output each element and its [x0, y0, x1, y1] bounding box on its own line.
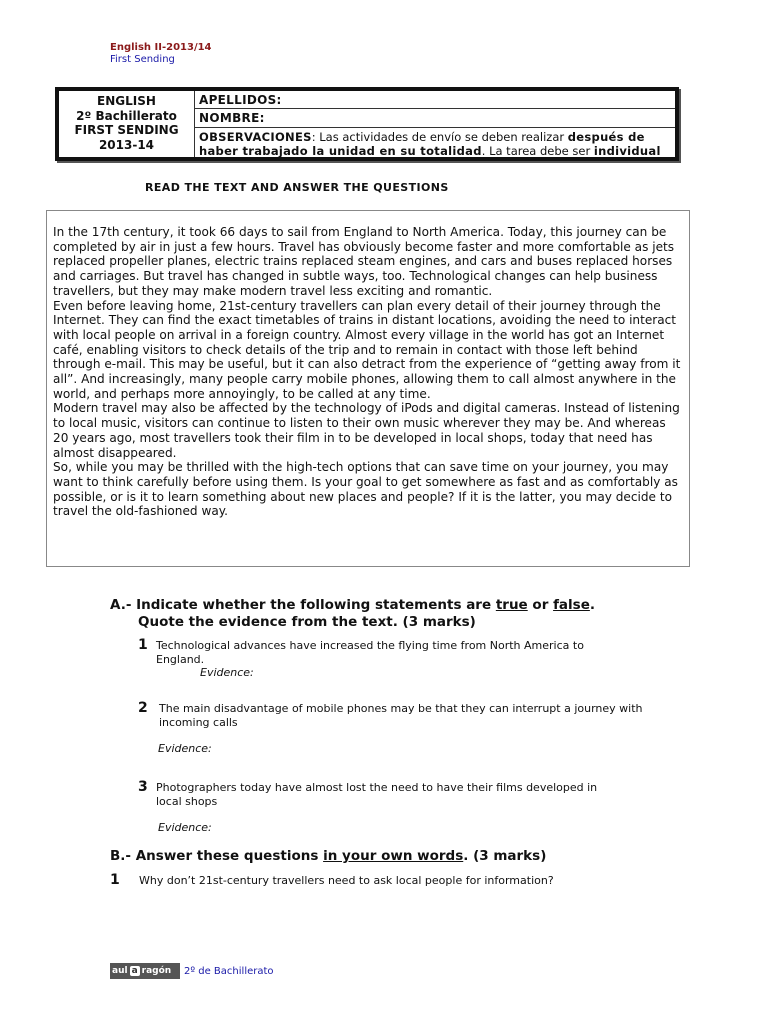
obs-bold: individual	[593, 144, 661, 158]
paragraph: So, while you may be thrilled with the high-tech options that can save time on your journey, you may want to think carefully before using them. Is your goal to get somewhere as fast and as comfortably as possible, or is it to learn something about new places and people? If it is the latter, you may decide to travel the old-fashioned way.	[53, 460, 678, 519]
heading-text: or	[527, 597, 554, 613]
course-header: English II-2013/14	[110, 42, 212, 53]
heading-text: . (3 marks)	[463, 848, 547, 864]
obs-bold: después de haber trabajado la unidad en su totalidad	[199, 130, 645, 158]
apellidos-field[interactable]	[195, 91, 675, 109]
logo-part: a	[131, 966, 138, 976]
heading-text: A.- Indicate whether the following statements are	[110, 597, 496, 613]
student-id-table	[55, 87, 679, 161]
paragraph: Modern travel may also be affected by the technology of iPods and digital cameras. Instead of listening to local music, visitors can continue to listen to their own music wherever they may be. And whereas 20 years ago, most travellers took their film in to be developed in local shops, today that need has almost disappeared.	[53, 401, 680, 460]
question: Why don’t 21st-century travellers need to ask local people for information?	[139, 874, 554, 887]
observaciones	[195, 128, 675, 158]
item-number: 2	[138, 700, 148, 716]
true-word: true	[495, 597, 528, 613]
course-line: FIRST SENDING	[74, 123, 179, 137]
logo-part: ragón	[141, 966, 172, 976]
statement: The main disadvantage of mobile phones may be that they can interrupt a journey with incoming calls	[159, 702, 643, 729]
nombre-field[interactable]	[195, 109, 675, 128]
item-number: 3	[138, 779, 148, 795]
heading-text: B.- Answer these questions	[110, 848, 324, 864]
statement: Technological advances have increased the flying time from North America to England.	[156, 639, 584, 666]
logo-part: aul	[112, 966, 128, 976]
obs-label: OBSERVACIONES	[199, 130, 312, 144]
obs-text: : Las actividades de envío se deben realizar	[311, 130, 568, 144]
evidence-label: Evidence:	[200, 666, 254, 679]
own-words: in your own words	[323, 848, 464, 864]
heading-text: .	[589, 597, 596, 613]
apellidos-label: APELLIDOS:	[199, 93, 282, 107]
evidence-label: Evidence:	[158, 821, 212, 834]
obs-text: . La tarea debe ser	[481, 144, 594, 158]
course-line: 2º Bachillerato	[76, 108, 177, 123]
evidence-label: Evidence:	[158, 742, 212, 755]
reading-text-box	[46, 210, 690, 567]
heading-line-2: Quote the evidence from the text. (3 marks)	[138, 614, 476, 630]
item-number: 1	[110, 872, 120, 888]
paragraph: In the 17th century, it took 66 days to sail from England to North America. Today, this journey can be completed by air in just a few hours. Travel has obviously become faster and more comfortable as jets replaced propeller planes, electric trains replaced steam engines, and cars and buses replaced horses and carriages. But travel has changed in subtle ways, too. Technological changes can help business travellers, but they may make modern travel less exciting and romantic.	[53, 225, 675, 298]
nombre-label: NOMBRE:	[199, 111, 265, 125]
statement: Photographers today have almost lost the need to have their films developed in local shops	[156, 781, 598, 808]
footer-text: 2º de Bachillerato	[184, 966, 274, 977]
aularagon-logo	[110, 963, 180, 979]
section-b-heading	[110, 848, 546, 865]
section-a-heading	[110, 597, 595, 631]
instruction-heading: READ THE TEXT AND ANSWER THE QUESTIONS	[145, 181, 449, 194]
course-line: 2013-14	[98, 137, 155, 152]
paragraph: Even before leaving home, 21st-century travellers can plan every detail of their journey through the Internet. They can find the exact timetables of trains in distant locations, avoiding the need to interact with local people on arrival in a foreign country. Almost every village in the world has got an Internet café, enabling visitors to check details of the trip and to remain in contact with those left behind through e-mail. This may be useful, but it can also detract from the experience of “getting away from it all”. And increasingly, many people carry mobile phones, allowing them to call almost anywhere in the world, and perhaps more annoyingly, to be called at any time.	[53, 298, 681, 401]
course-info-cell	[59, 91, 195, 157]
item-number: 1	[138, 637, 148, 653]
false-word: false	[553, 597, 590, 613]
course-line: ENGLISH	[97, 94, 156, 108]
sending-header: First Sending	[110, 54, 175, 65]
